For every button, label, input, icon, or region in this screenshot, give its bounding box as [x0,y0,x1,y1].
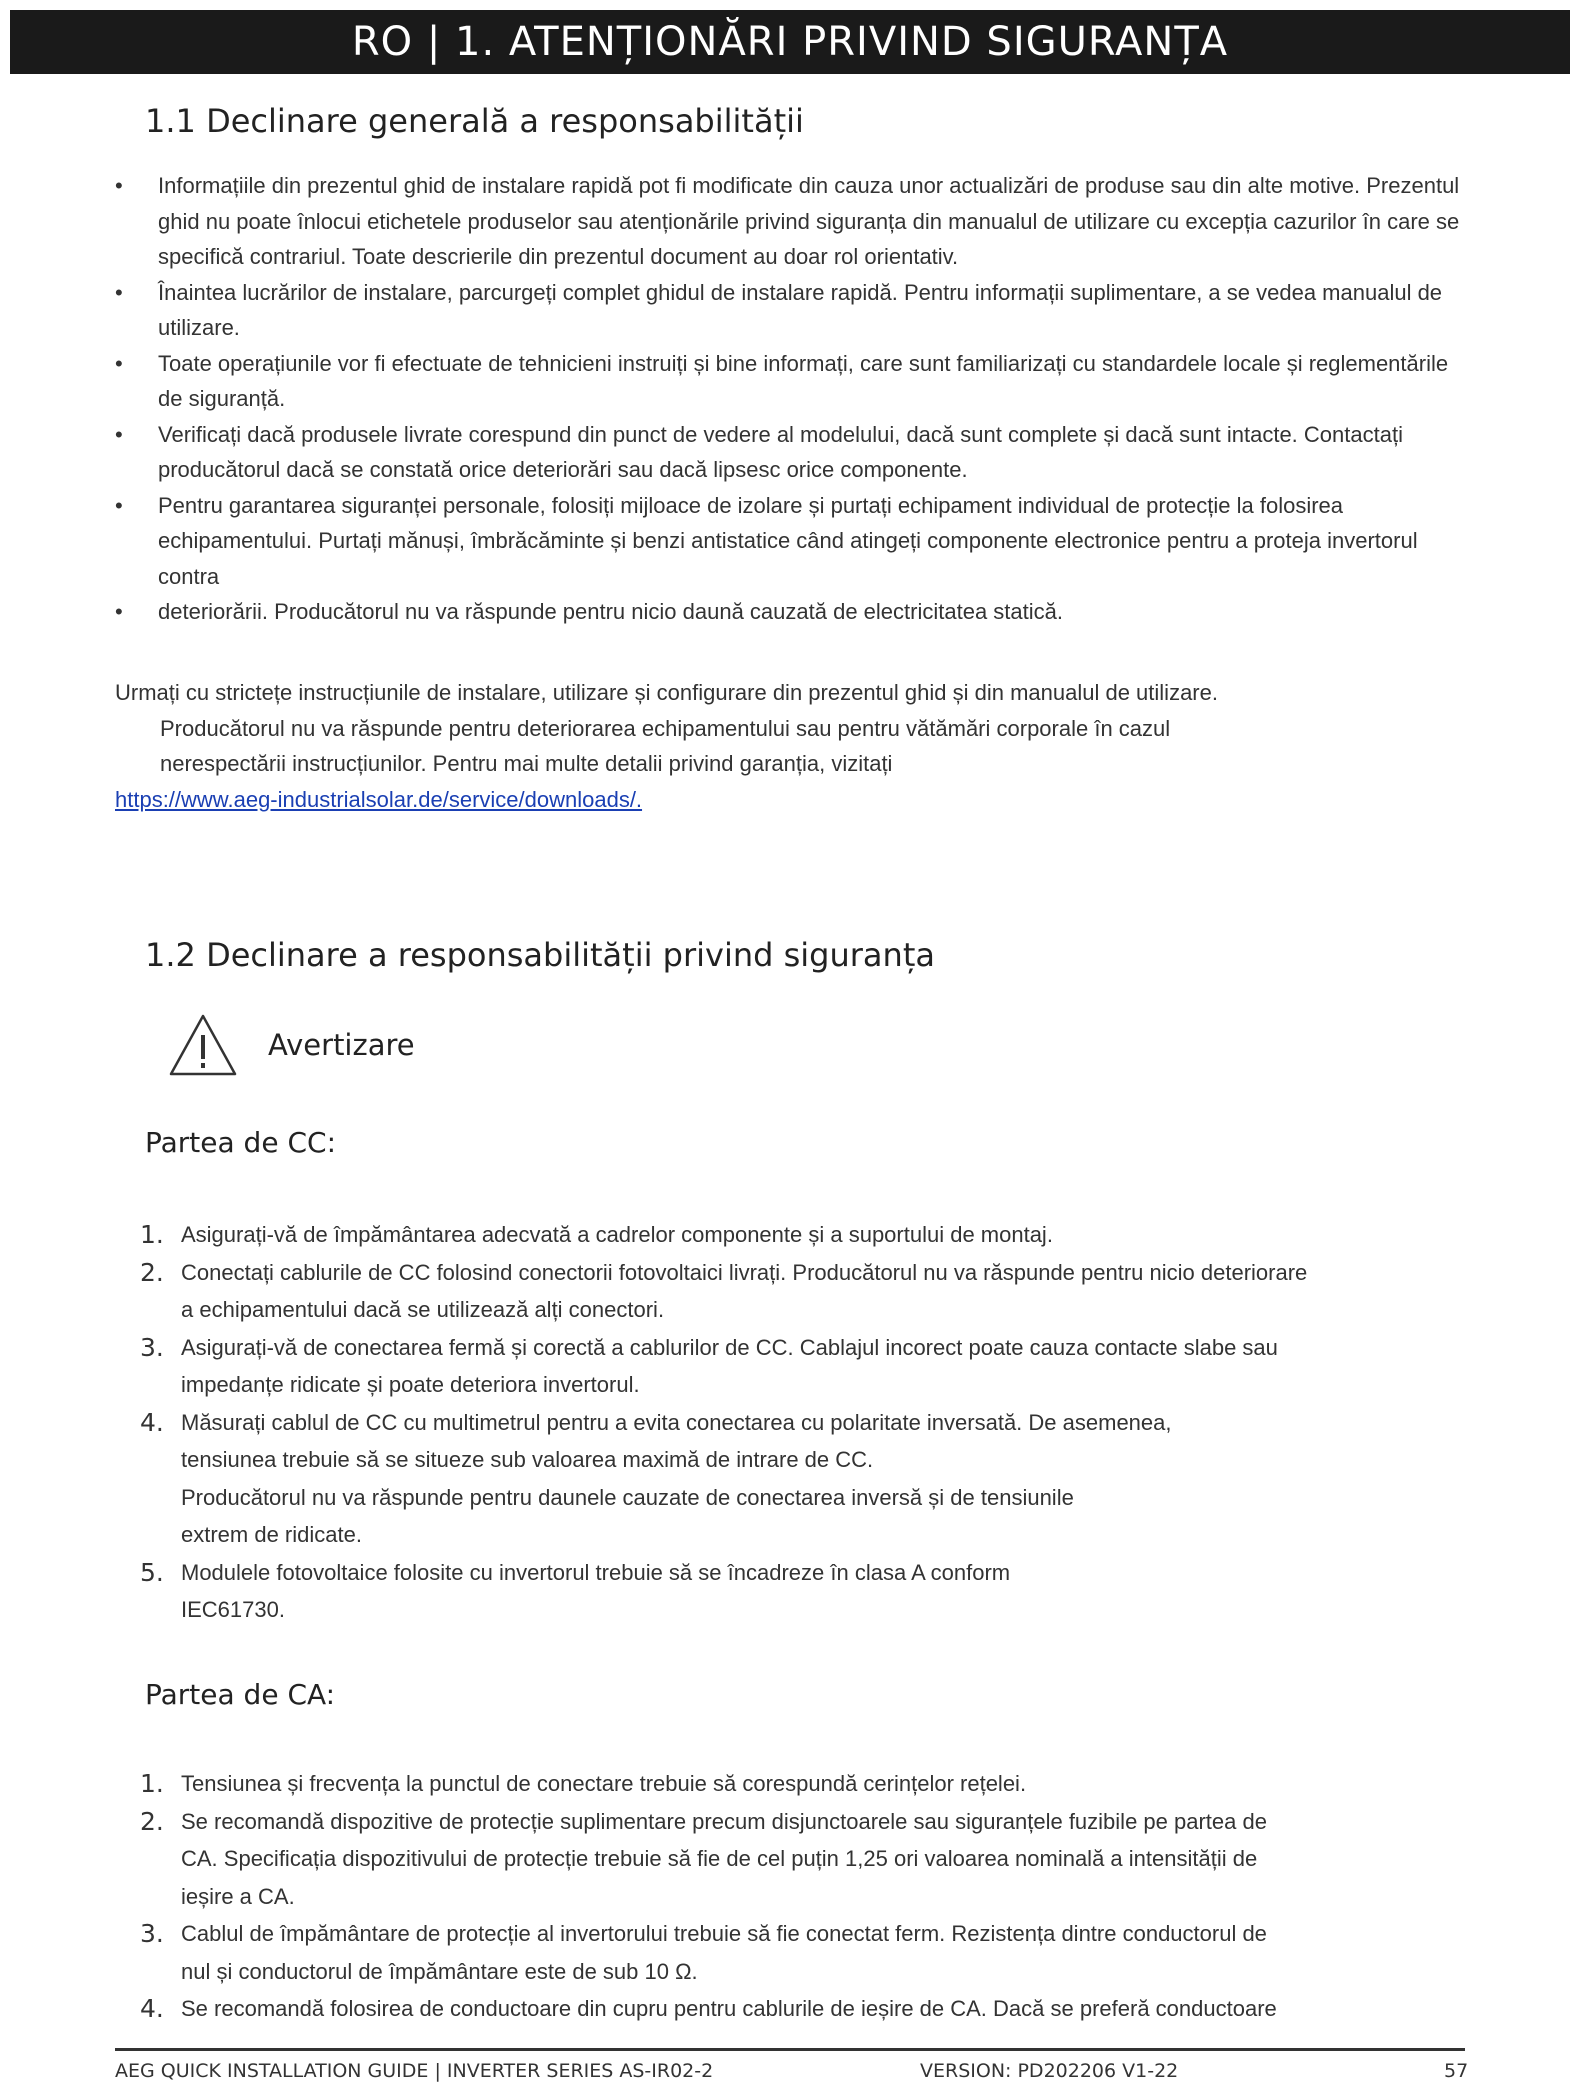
list-item: • Pentru garantarea siguranței personale, folosiți mijloace de izolare și purtați echipament individual de protecție la folosirea echipamentului. Purtați mănuși, îmbrăcăminte și benzi antistatice când atingeți componente electronice pentru a proteja invertorul contra [115,488,1475,595]
list-item: 2. Conectați cablurile de CC folosind conectorii fotovoltaici livrați. Producătorul nu va răspunde pentru nicio deteriorare a echipamentului dacă se utilizează alți conectori. [140,1257,1308,1322]
footer-divider [115,2048,1465,2051]
general-disclaimer-list [115,168,1475,630]
section-1-1-title: 1.1 Declinare generală a responsabilității [145,102,804,140]
dc-side-list [140,1216,1480,1629]
para-line: Urmați cu strictețe instrucțiunile de instalare, utilizare și configurare din prezentul ghid și din manualul de utilizare. [115,680,1218,705]
warning-triangle-icon [168,1013,238,1077]
list-item: 5. Modulele fotovoltaice folosite cu invertorul trebuie să se încadreze în clasa A conform IEC61730. [140,1557,1011,1622]
ac-side-title: Partea de CA: [145,1678,336,1711]
list-item: • Verificați dacă produsele livrate corespund din punct de vedere al modelului, dacă sunt complete și dacă sunt intacte. Contactați producătorul dacă se constată orice deteriorări sau dacă lipsesc orice componente. [115,417,1475,488]
list-item: 1. Asigurați-vă de împământarea adecvată a cadrelor componente și a suportului de montaj. [140,1220,1053,1249]
warning-block [168,1013,415,1077]
footer-guide-title: AEG QUICK INSTALLATION GUIDE | INVERTER SERIES AS-IR02-2 [115,2060,714,2082]
list-item: • Toate operațiunile vor fi efectuate de tehnicieni instruiți și bine informați, care sunt familiarizați cu standardele locale și reglementările de siguranță. [115,346,1475,417]
section-banner: RO | 1. ATENȚIONĂRI PRIVIND SIGURANȚA [10,10,1570,74]
section-1-2-title: 1.2 Declinare a responsabilității privind siguranța [145,936,935,974]
instructions-paragraph [115,675,1495,817]
footer-version: VERSION: PD202206 V1-22 [920,2060,1179,2082]
list-item: 2. Se recomandă dispozitive de protecție suplimentare precum disjunctoarele sau siguranțele fuzibile pe partea de CA. Specificația dispozitivului de protecție trebuie să fie de cel puțin 1,25 ori valoarea nominală a intensității de ieșire a CA. [140,1806,1267,1909]
downloads-link[interactable]: https://www.aeg-industrialsolar.de/service/downloads/. [115,786,643,812]
list-item: 4. Măsurați cablul de CC cu multimetrul pentru a evita conectarea cu polaritate inversată. De asemenea, tensiunea trebuie să se situeze sub valoarea maximă de intrare de CC. Producătorul nu va răspunde pentru daunele cauzate de conectarea inversă și de tensiunile extrem de ridicate. [140,1407,1172,1547]
para-line: Producătorul nu va răspunde pentru deteriorarea echipamentului sau pentru vătămări corporale în cazul [160,715,1171,741]
list-item: 3. Asigurați-vă de conectarea fermă și corectă a cablurilor de CC. Cablajul incorect poate cauza contacte slabe sau impedanțe ridicate și poate deteriora invertorul. [140,1332,1278,1397]
list-item: • Înaintea lucrărilor de instalare, parcurgeți complet ghidul de instalare rapidă. Pentru informații suplimentare, a se vedea manualul de utilizare. [115,275,1475,346]
list-item-continuation: • deteriorării. Producătorul nu va răspunde pentru nicio daună cauzată de electricitatea statică. [115,594,1475,630]
list-item: 4. Se recomandă folosirea de conductoare din cupru pentru cablurile de ieșire de CA. Dacă se preferă conductoare [140,1994,1277,2023]
ac-side-list [140,1765,1480,2028]
warning-label: Avertizare [268,1028,415,1062]
list-item: 3. Cablul de împământare de protecție al invertorului trebuie să fie conectat ferm. Rezistența dintre conductorul de nul și conductorul de împământare este de sub 10 Ω. [140,1919,1267,1984]
list-item: • Informațiile din prezentul ghid de instalare rapidă pot fi modificate din cauza unor actualizări de produse sau din alte motive. Prezentul ghid nu poate înlocui etichetele produselor sau atenționările privind siguranța din manualul de utilizare cu excepția cazurilor în care se specifică contrariul. Toate descrierile din prezentul document au doar rol orientativ. [115,168,1475,275]
para-line: nerespectării instrucțiunilor. Pentru mai multe detalii privind garanția, vizitați [160,751,893,776]
page-number: 57 [1444,2060,1469,2082]
dc-side-title: Partea de CC: [145,1126,336,1159]
list-item: 1. Tensiunea și frecvența la punctul de conectare trebuie să corespundă cerințelor rețelei. [140,1769,1027,1798]
